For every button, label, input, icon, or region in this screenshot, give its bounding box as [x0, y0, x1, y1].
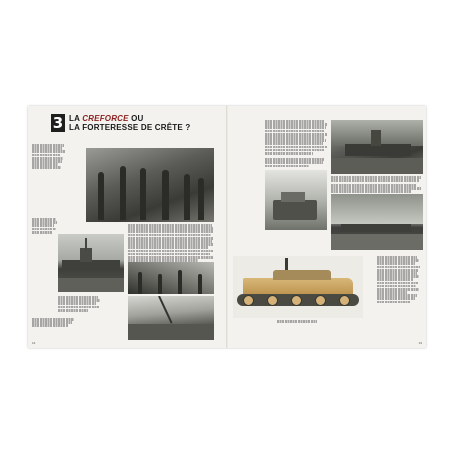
left-page — [28, 106, 227, 348]
title-emphasis: CREFORCE — [82, 114, 129, 123]
page-number-left: 16 — [32, 341, 36, 345]
caption-officers — [32, 144, 66, 170]
page-number-right: 19 — [418, 341, 422, 345]
title-mid: OU — [128, 114, 144, 123]
caption-battleship — [331, 176, 423, 182]
caption-harbour — [331, 184, 423, 194]
caption-ship — [32, 218, 58, 234]
body-text-left — [128, 224, 214, 262]
photo-battleship — [331, 120, 423, 174]
right-page — [227, 106, 426, 348]
body-text-right — [265, 120, 327, 168]
chapter-title — [69, 114, 190, 132]
title-prefix: LA — [69, 114, 83, 123]
magazine-spread — [28, 106, 426, 348]
caption-carrier — [377, 256, 421, 304]
caption-lower-left — [58, 296, 102, 312]
photo-soldiers-quay — [128, 262, 214, 294]
photo-officers — [86, 148, 214, 222]
photo-harbour — [331, 194, 423, 250]
photo-vehicle — [265, 170, 327, 230]
carrier-canvas-cover — [273, 270, 331, 280]
title-line-2: LA FORTERESSE DE CRÊTE ? — [69, 123, 191, 132]
photo-dock — [128, 296, 214, 340]
caption-dock — [32, 318, 76, 328]
caption-illustration — [267, 320, 327, 323]
photo-warship — [58, 234, 124, 292]
chapter-number: 3 — [52, 114, 64, 132]
illustration-carrier — [233, 256, 363, 318]
